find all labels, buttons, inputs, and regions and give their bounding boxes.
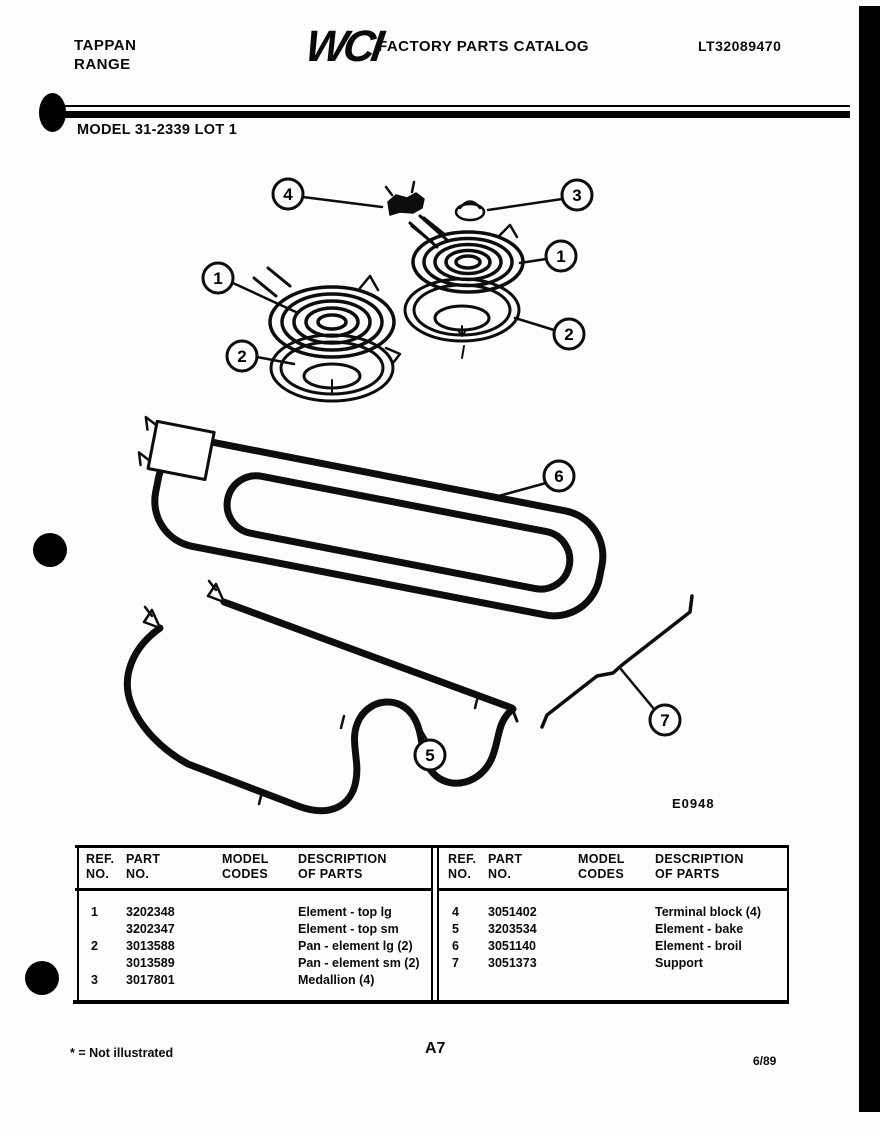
page-code: A7 bbox=[425, 1040, 446, 1057]
left-header-desc-line2: OF PARTS bbox=[298, 867, 363, 881]
punch-hole-bottom bbox=[25, 961, 59, 995]
right-header-part-line2: NO. bbox=[488, 867, 512, 881]
surface-element-right bbox=[412, 218, 523, 292]
left-header-model-line2: CODES bbox=[222, 867, 268, 881]
callout-1-right bbox=[546, 241, 576, 271]
wci-logo: WCI bbox=[302, 22, 384, 71]
part-description: Pan - element lg (2) bbox=[298, 939, 413, 953]
table-row bbox=[75, 956, 433, 973]
ref-no: 7 bbox=[452, 956, 459, 970]
table-row bbox=[437, 939, 789, 956]
figure-code: E0948 bbox=[672, 796, 715, 811]
part-no: 3051373 bbox=[488, 956, 537, 970]
catalog-title: FACTORY PARTS CATALOG bbox=[378, 38, 590, 55]
revision-date: 6/89 bbox=[753, 1054, 777, 1068]
part-description: Pan - element sm (2) bbox=[298, 956, 420, 970]
left-header-ref-line1: REF. bbox=[86, 852, 115, 866]
part-no: 3202348 bbox=[126, 905, 175, 919]
left-header-part bbox=[126, 852, 160, 882]
ref-no: 4 bbox=[452, 905, 459, 919]
right-header-ref-line2: NO. bbox=[448, 867, 472, 881]
broil-element bbox=[123, 417, 613, 624]
part-description: Element - top lg bbox=[298, 905, 392, 919]
right-header-model-line2: CODES bbox=[578, 867, 624, 881]
medallion-part bbox=[456, 202, 484, 221]
header-rule-thick bbox=[62, 111, 850, 118]
brand-line1: TAPPAN bbox=[74, 37, 137, 54]
ref-no: 3 bbox=[91, 973, 98, 987]
callout-leader-lines bbox=[233, 197, 654, 740]
callout-6 bbox=[544, 461, 574, 491]
part-no: 3013588 bbox=[126, 939, 175, 953]
model-line: MODEL 31-2339 LOT 1 bbox=[77, 122, 238, 138]
ref-no: 6 bbox=[452, 939, 459, 953]
left-header-model-line1: MODEL bbox=[222, 852, 269, 866]
left-header-desc-line1: DESCRIPTION bbox=[298, 852, 387, 866]
table-row bbox=[75, 922, 433, 939]
table-row bbox=[437, 956, 789, 973]
table-row bbox=[437, 922, 789, 939]
part-no: 3051140 bbox=[488, 939, 536, 953]
right-header-ref-line1: REF. bbox=[448, 852, 477, 866]
part-no: 3017801 bbox=[126, 973, 175, 987]
part-description: Element - broil bbox=[655, 939, 742, 953]
callout-6-label: 6 bbox=[554, 467, 564, 486]
document-number: LT32089470 bbox=[698, 38, 782, 54]
left-header-part-line1: PART bbox=[126, 852, 161, 866]
table-row bbox=[75, 905, 433, 922]
brand-block bbox=[74, 36, 136, 74]
table-left-header-rule bbox=[75, 888, 433, 891]
ref-no: 2 bbox=[91, 939, 98, 953]
exploded-parts-diagram bbox=[0, 150, 880, 850]
callout-7-label: 7 bbox=[660, 711, 670, 730]
callout-1-left-label: 1 bbox=[213, 269, 223, 288]
callout-5 bbox=[415, 740, 445, 770]
left-header-part-line2: NO. bbox=[126, 867, 150, 881]
left-header-desc bbox=[298, 852, 387, 882]
table-row bbox=[437, 905, 789, 922]
right-header-desc bbox=[655, 852, 744, 882]
brand-line2: RANGE bbox=[74, 56, 131, 73]
callout-4-label: 4 bbox=[283, 185, 293, 204]
callout-1-right-label: 1 bbox=[556, 247, 566, 266]
ref-no: 5 bbox=[452, 922, 459, 936]
right-header-ref bbox=[448, 852, 476, 882]
part-no: 3013589 bbox=[126, 956, 175, 970]
right-header-part bbox=[488, 852, 522, 882]
right-header-model bbox=[578, 852, 625, 882]
part-description: Support bbox=[655, 956, 703, 970]
drip-pan-left bbox=[271, 335, 393, 401]
callout-3-label: 3 bbox=[572, 186, 582, 205]
callout-7 bbox=[650, 705, 680, 735]
table-right-header-rule bbox=[437, 888, 789, 891]
right-header-desc-line2: OF PARTS bbox=[655, 867, 720, 881]
table-row bbox=[75, 939, 433, 956]
table-row bbox=[75, 973, 433, 990]
part-description: Element - bake bbox=[655, 922, 744, 936]
not-illustrated-note: * = Not illustrated bbox=[70, 1046, 174, 1060]
right-header-model-line1: MODEL bbox=[578, 852, 625, 866]
callout-5-label: 5 bbox=[425, 746, 435, 765]
callout-3 bbox=[562, 180, 592, 210]
surface-element-left bbox=[254, 268, 400, 363]
header-rule-thin bbox=[62, 105, 850, 107]
left-header-ref bbox=[86, 852, 114, 882]
callout-2-left bbox=[227, 341, 257, 371]
part-description: Medallion (4) bbox=[298, 973, 375, 987]
part-no: 3203534 bbox=[488, 922, 537, 936]
callout-2-left-label: 2 bbox=[237, 347, 247, 366]
right-header-part-line1: PART bbox=[488, 852, 523, 866]
part-description: Terminal block (4) bbox=[655, 905, 762, 919]
bake-element bbox=[127, 581, 517, 811]
right-header-desc-line1: DESCRIPTION bbox=[655, 852, 744, 866]
callout-2-right bbox=[554, 319, 584, 349]
callout-2-right-label: 2 bbox=[564, 325, 574, 344]
part-description: Element - top sm bbox=[298, 922, 399, 936]
callout-4 bbox=[273, 179, 303, 209]
punch-hole-top bbox=[39, 93, 66, 132]
part-no: 3202347 bbox=[126, 922, 175, 936]
ref-no: 1 bbox=[91, 905, 98, 919]
left-header-ref-line2: NO. bbox=[86, 867, 110, 881]
callout-1-left bbox=[203, 263, 233, 293]
part-no: 3051402 bbox=[488, 905, 537, 919]
left-header-model bbox=[222, 852, 269, 882]
